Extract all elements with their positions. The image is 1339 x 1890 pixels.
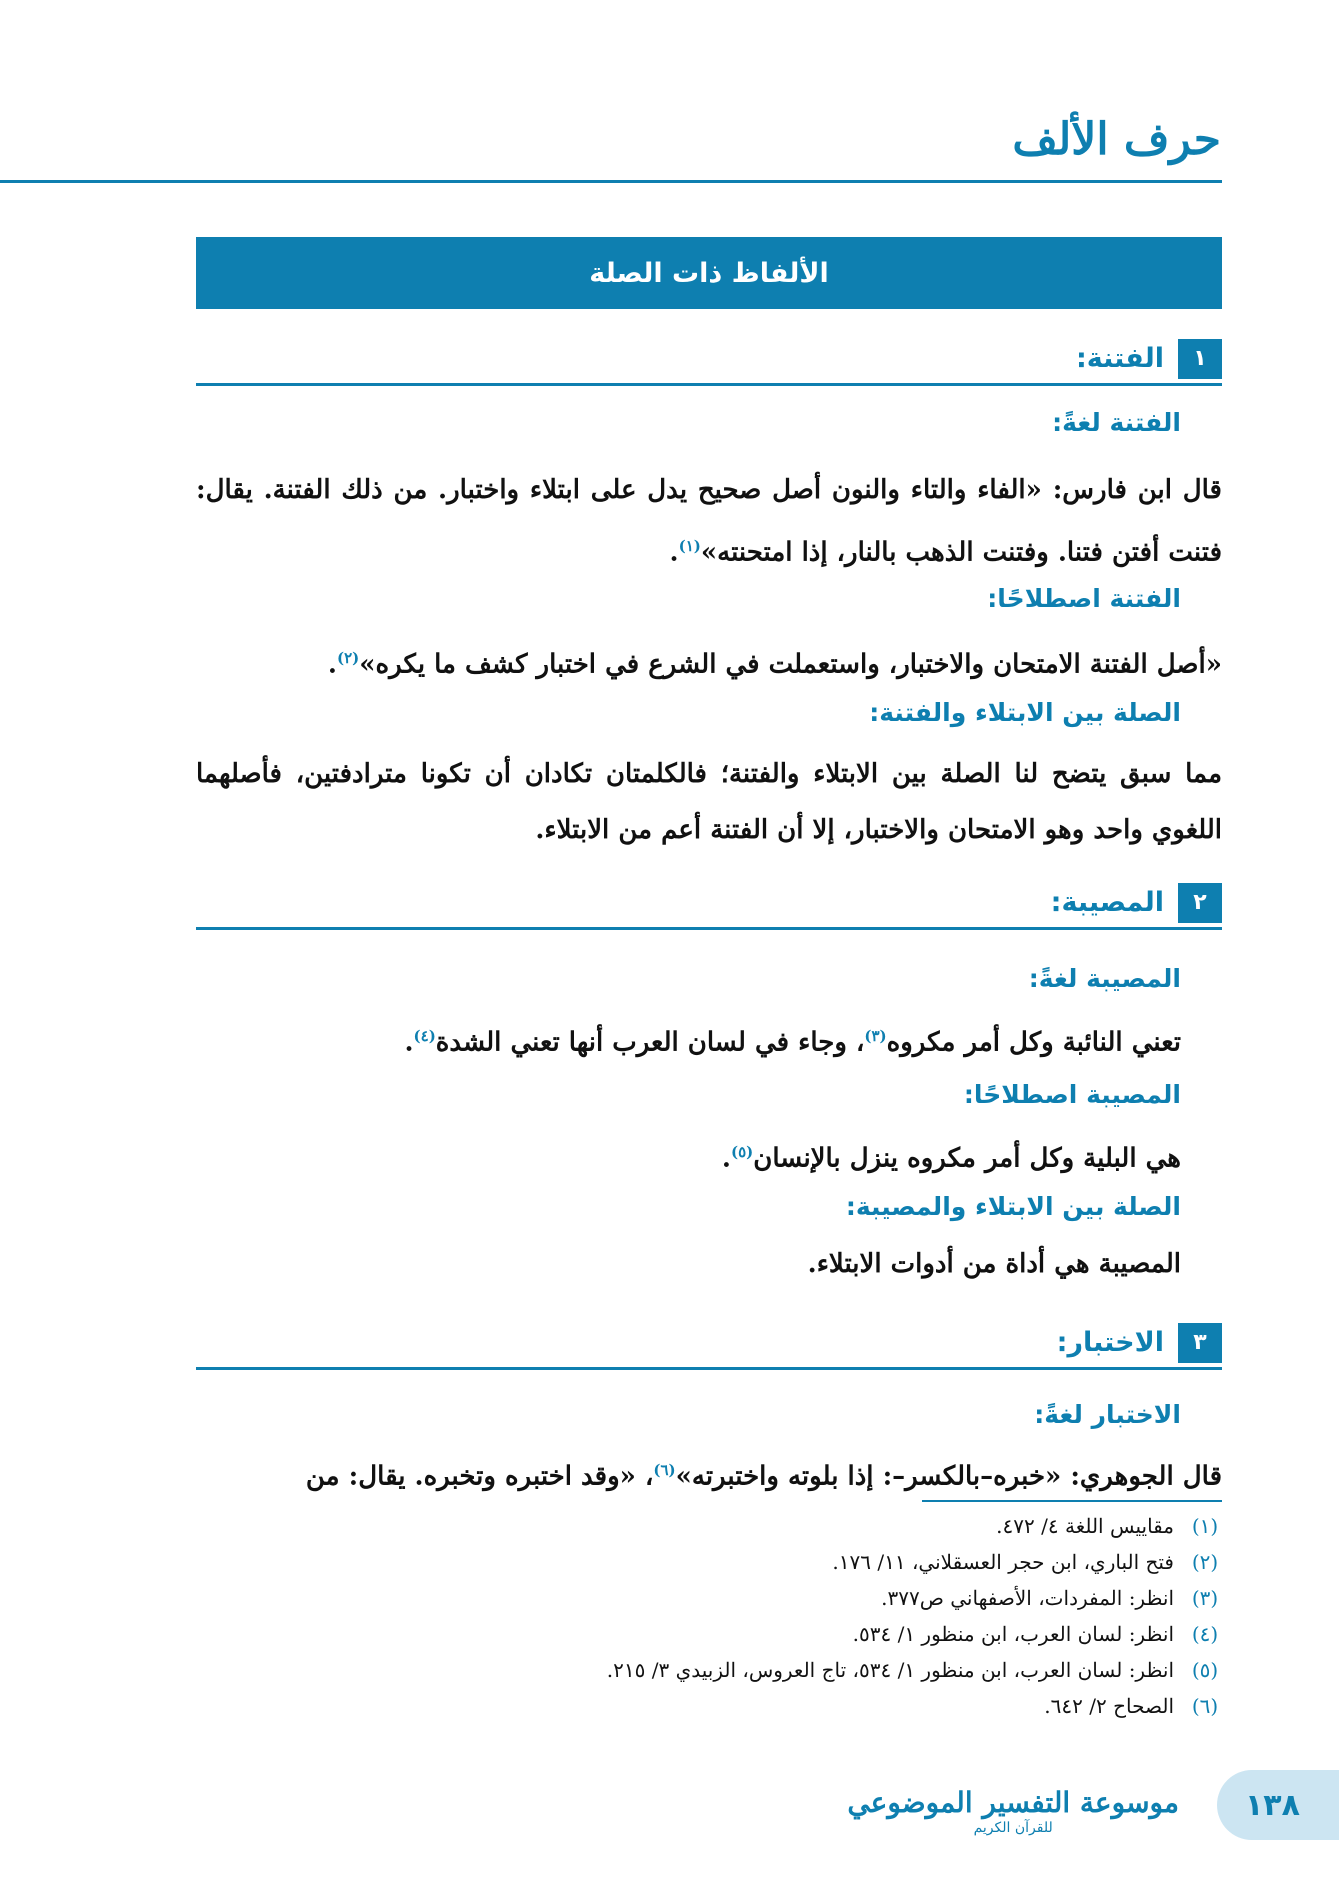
subheading: المصيبة لغةً:	[1028, 964, 1181, 993]
header-rule	[0, 180, 1222, 183]
footnote	[196, 1508, 1222, 1544]
term-heading-ikhtibar	[196, 1318, 1222, 1370]
paragraph	[196, 1442, 1222, 1505]
paragraph-text: تعني النائبة وكل أمر مكروه	[886, 1027, 1181, 1058]
footnote-ref[interactable]: (٥)	[730, 1143, 754, 1161]
footnote-number: (٦)	[1191, 1694, 1219, 1718]
paragraph	[196, 462, 1222, 581]
paragraph-text: قال الجوهري: «خبره–بالكسر–: إذا بلوته واختبرته»	[675, 1461, 1222, 1492]
page-number: ١٣٨	[1217, 1770, 1339, 1840]
footnote-text: انظر: لسان العرب، ابن منظور ١/ ٥٣٤.	[852, 1622, 1174, 1646]
footnote-number: (١)	[1191, 1514, 1219, 1538]
term-number: ٣	[1178, 1323, 1222, 1363]
footnote-number: (٢)	[1191, 1550, 1219, 1574]
term-number: ١	[1178, 339, 1222, 379]
punct: .	[721, 1143, 731, 1174]
logo-subtitle: للقرآن الكريم	[973, 1819, 1053, 1836]
footnote	[196, 1544, 1222, 1580]
term-number: ٢	[1178, 883, 1222, 923]
punct: .	[669, 537, 679, 568]
subheading: الفتنة اصطلاحًا:	[987, 584, 1181, 613]
footnote-text: انظر: المفردات، الأصفهاني ص٣٧٧.	[881, 1586, 1174, 1610]
punct: .	[404, 1027, 414, 1058]
term-heading-fitna	[196, 334, 1222, 386]
footnote-text: انظر: لسان العرب، ابن منظور ١/ ٥٣٤، تاج العروس، الزبيدي ٣/ ٢١٥.	[606, 1658, 1174, 1682]
term-label: الفتنة:	[1075, 343, 1164, 374]
term-label: المصيبة:	[1050, 887, 1164, 918]
footnote	[196, 1652, 1222, 1688]
subheading: المصيبة اصطلاحًا:	[963, 1080, 1181, 1109]
footnote-ref[interactable]: (٣)	[864, 1027, 887, 1045]
footnote-divider	[922, 1500, 1222, 1502]
paragraph	[196, 630, 1222, 693]
footnote-ref[interactable]: (١)	[678, 537, 701, 555]
footnote-number: (٥)	[1191, 1658, 1219, 1682]
paragraph-text: هي البلية وكل أمر مكروه ينزل بالإنسان	[753, 1143, 1181, 1174]
footnote-number: (٣)	[1191, 1586, 1219, 1610]
footnote-ref[interactable]: (٤)	[413, 1027, 436, 1045]
paragraph	[404, 1008, 1181, 1071]
paragraph: المصيبة هي أداة من أدوات الابتلاء.	[807, 1249, 1181, 1279]
paragraph: مما سبق يتضح لنا الصلة بين الابتلاء والفتنة؛ فالكلمتان تكادان أن تكونا مترادفتين، فأصلهما اللغوي واحد وهو الامتحان والاختبار، إلا أن الفتنة أعم من الابتلاء.	[196, 759, 1222, 845]
footnote	[196, 1688, 1222, 1724]
logo-title: موسوعة التفسير الموضوعي	[847, 1786, 1179, 1819]
section-banner: الألفاظ ذات الصلة	[196, 237, 1222, 309]
footnote-ref[interactable]: (٢)	[336, 649, 360, 667]
footnote-text: فتح الباري، ابن حجر العسقلاني، ١١/ ١٧٦.	[832, 1550, 1174, 1574]
subheading: الاختبار لغةً:	[1034, 1400, 1181, 1429]
footnote-ref[interactable]: (٦)	[653, 1461, 676, 1479]
footnote	[196, 1580, 1222, 1616]
subheading: الفتنة لغةً:	[1052, 408, 1181, 437]
punct: .	[327, 649, 337, 680]
chapter-title: حرف الألف	[1012, 114, 1221, 165]
paragraph-text: ، وجاء في لسان العرب أنها تعني الشدة	[435, 1027, 865, 1058]
footnotes	[196, 1508, 1222, 1724]
paragraph-text: «أصل الفتنة الامتحان والاختبار، واستعملت في الشرع في اختبار كشف ما يكره»	[359, 649, 1222, 680]
paragraph-text: ، «وقد اختبره وتخبره. يقال: من	[305, 1461, 654, 1492]
footnote-number: (٤)	[1191, 1622, 1219, 1646]
encyclopedia-logo	[847, 1786, 1179, 1836]
footnote-text: مقاييس اللغة ٤/ ٤٧٢.	[996, 1514, 1174, 1538]
term-label: الاختبار:	[1056, 1327, 1164, 1358]
subheading: الصلة بين الابتلاء والفتنة:	[869, 698, 1181, 727]
paragraph-text: قال ابن فارس: «الفاء والتاء والنون أصل صحيح يدل على ابتلاء واختبار. من ذلك الفتنة. يقال: فتنت أفتن فتنا. وفتنت الذهب بالنار، إذا امتحنته»	[196, 475, 1222, 568]
footnote-text: الصحاح ٢/ ٦٤٢.	[1044, 1694, 1174, 1718]
subheading: الصلة بين الابتلاء والمصيبة:	[845, 1192, 1181, 1221]
term-heading-musiba	[196, 878, 1222, 930]
paragraph	[722, 1124, 1181, 1187]
footnote	[196, 1616, 1222, 1652]
